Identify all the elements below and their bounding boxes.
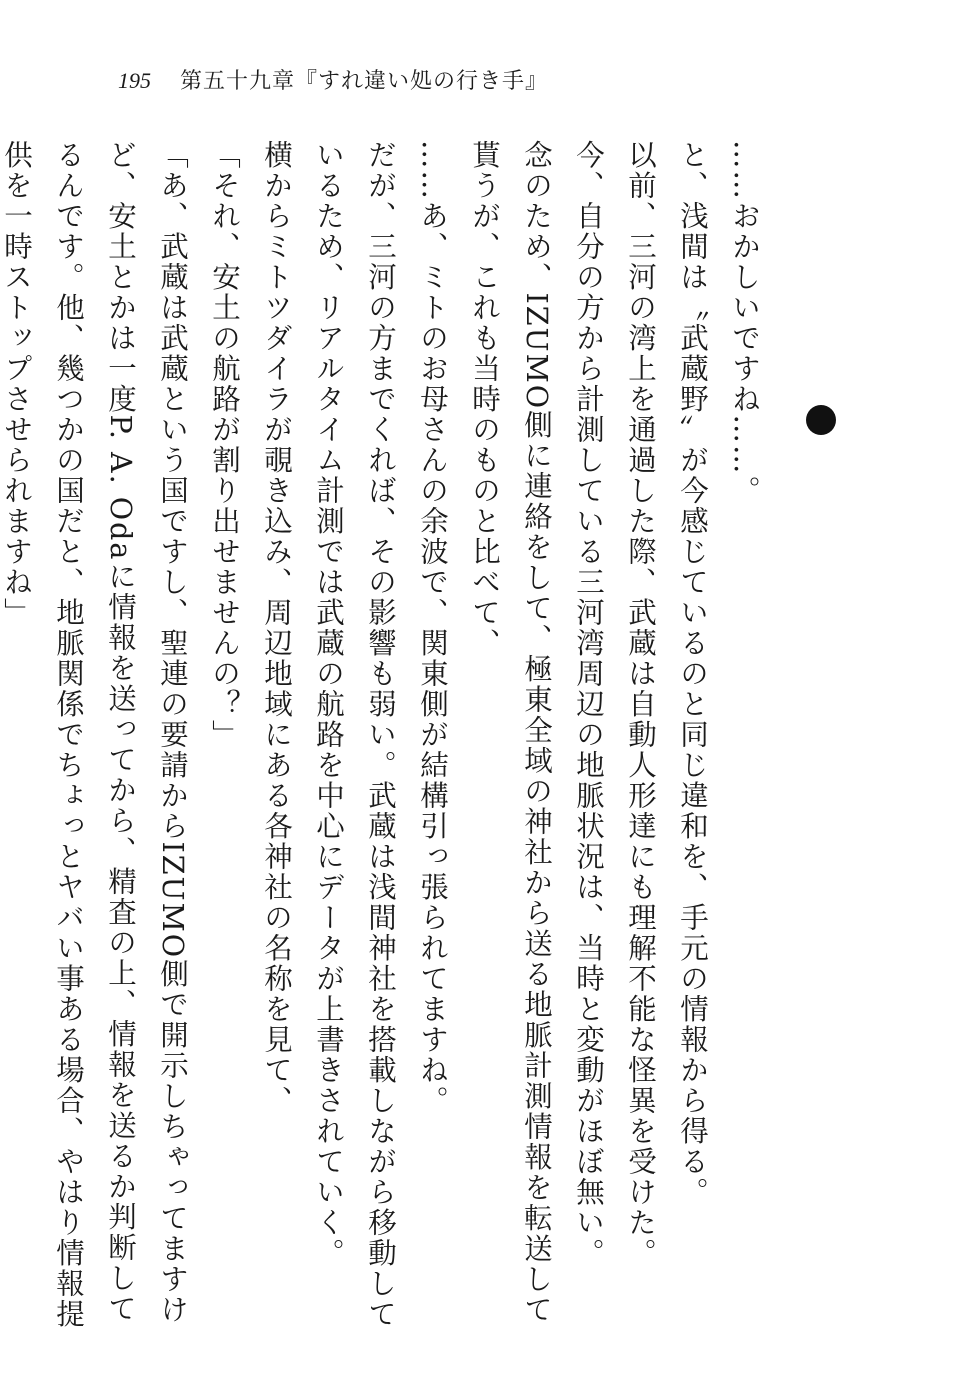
paragraph: だが、三河の方までくれば、その影響も弱い。武蔵は浅間神社を搭載しながら移動しているため、リアルタイム計測では武蔵の航路を中心にデータが上書きされていく。 xyxy=(312,140,397,1330)
paragraph: 今、自分の方から計測している三河湾周辺の地脈状況は、当時と変動がほぼ無い。 xyxy=(572,140,605,1269)
paragraph: 念のため、IZUMO側に連絡をして、極東全域の神社から送る地脈計測情報を転送して貰うが、これも当時のものと比べて、 xyxy=(468,140,553,1326)
body-text xyxy=(0,140,770,1330)
paragraph: と、浅間は〝武蔵野〟が今感じているのと同じ違和を、手元の情報から得る。 xyxy=(676,140,709,1208)
paragraph: 「それ、安土の航路が割り出せませんの？」 xyxy=(208,140,241,750)
paragraph: 横からミトツダイラが覗き込み、周辺地域にある各神社の名称を見て、 xyxy=(260,140,293,1116)
ink-dot-mark xyxy=(806,405,836,435)
paragraph: 以前、三河の湾上を通過した際、武蔵は自動人形達にも理解不能な怪異を受けた。 xyxy=(624,140,657,1269)
page-number: 195 xyxy=(118,68,151,93)
paragraph: ……あ、ミトのお母さんの余波で、関東側が結構引っ張られてますね。 xyxy=(416,140,449,1116)
paragraph: 「あ、武蔵は武蔵という国ですし、聖連の要請からIZUMO側で開示しちゃってますけど、安土とかは一度P. A. Odaに情報を送ってから、精査の上、情報を送るか判断してるんです。他、幾つかの国だと、地脈関係でちょっとヤバい事ある場合、やはり情報提供を一時ストップさせられますね」 xyxy=(0,140,189,1330)
chapter-title: 第五十九章『すれ違い処の行き手』 xyxy=(180,69,549,94)
running-header xyxy=(118,70,548,93)
paragraph: ……おかしいですね……。 xyxy=(728,140,761,506)
